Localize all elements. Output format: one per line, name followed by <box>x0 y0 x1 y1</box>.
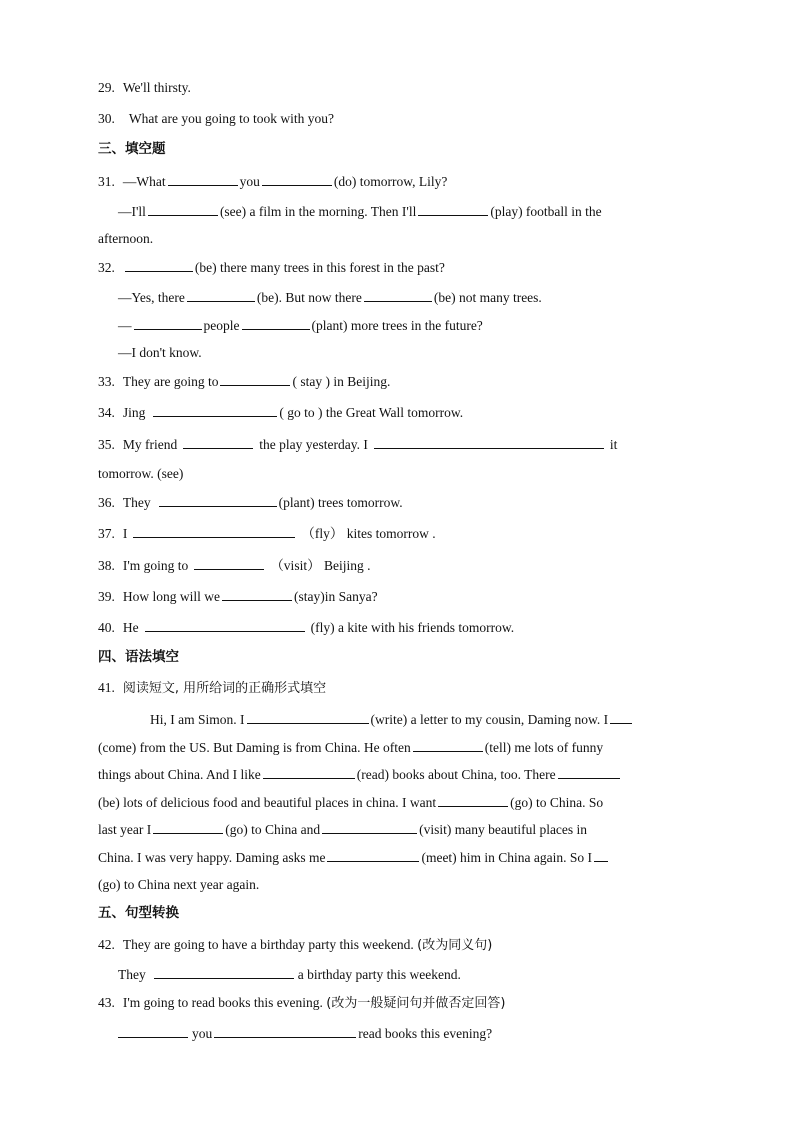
question-text: a birthday party this weekend. <box>297 967 461 982</box>
answer-blank[interactable] <box>263 765 355 779</box>
question-35 <box>98 435 617 454</box>
question-29 <box>98 79 191 97</box>
answer-blank[interactable] <box>194 556 264 570</box>
question-text: (plant) more trees in the future? <box>311 318 483 333</box>
passage-text: (be) lots of delicious food and beautiful places in china. I want <box>98 795 437 810</box>
answer-blank[interactable] <box>247 710 369 724</box>
section-heading-grammar: 四、语法填空 <box>98 649 179 665</box>
passage-text: China. I was very happy. Daming asks me <box>98 850 326 865</box>
passage-line-7: (go) to China next year again. <box>98 877 260 892</box>
answer-blank[interactable] <box>125 258 193 272</box>
question-text: (fly) a kite with his friends tomorrow. <box>310 620 515 635</box>
answer-blank[interactable] <box>133 524 295 538</box>
question-43-line-2 <box>118 1024 492 1043</box>
answer-blank[interactable] <box>418 202 488 216</box>
passage-line-4 <box>98 793 603 812</box>
question-text: ( stay ) in Beijing. <box>292 374 391 389</box>
answer-blank[interactable] <box>118 1024 188 1038</box>
question-number: 43. <box>98 995 115 1010</box>
passage-line-6 <box>98 848 610 867</box>
answer-blank[interactable] <box>438 793 508 807</box>
question-number: 34. <box>98 405 115 420</box>
question-text: What are you going to took with you? <box>128 111 334 126</box>
question-text: They <box>118 967 146 982</box>
passage-text: (come) from the US. But Daming is from China. He often <box>98 740 411 755</box>
answer-blank[interactable] <box>187 288 255 302</box>
question-text: I'm going to read books this evening. <box>122 995 323 1010</box>
answer-blank[interactable] <box>214 1024 356 1038</box>
question-34 <box>98 403 463 422</box>
question-text: (stay)in Sanya? <box>294 589 378 604</box>
question-number: 31. <box>98 174 115 189</box>
question-number: 37. <box>98 526 115 541</box>
question-instruction: 阅读短文, 用所给词的正确形式填空 <box>122 681 327 696</box>
question-number: 29. <box>98 80 115 95</box>
question-31-line-3: afternoon. <box>98 231 154 246</box>
question-36 <box>98 493 403 512</box>
question-text: (play) football in the <box>490 204 602 219</box>
question-33 <box>98 372 390 391</box>
answer-blank[interactable] <box>558 765 620 779</box>
question-number: 36. <box>98 495 115 510</box>
question-instruction: (改为一般疑问句并做否定回答) <box>326 996 506 1011</box>
question-41 <box>98 679 326 698</box>
question-32-line-3 <box>118 316 483 335</box>
question-text: I <box>122 526 128 541</box>
question-number: 39. <box>98 589 115 604</box>
question-text: （fly） kites tomorrow . <box>301 526 436 541</box>
question-text: —What <box>122 174 166 189</box>
question-number: 42. <box>98 937 115 952</box>
question-37 <box>98 524 436 543</box>
passage-text: Hi, I am Simon. I <box>150 712 245 727</box>
passage-text: (read) books about China, too. There <box>356 767 556 782</box>
answer-blank[interactable] <box>364 288 432 302</box>
question-number: 38. <box>98 558 115 573</box>
question-text: —Yes, there <box>118 290 185 305</box>
question-number: 40. <box>98 620 115 635</box>
answer-blank[interactable] <box>413 738 483 752</box>
question-text: —I'll <box>118 204 146 219</box>
question-number: 41. <box>98 680 115 695</box>
question-text: Jing <box>122 405 146 420</box>
passage-line-2 <box>98 738 603 757</box>
question-text: （visit） Beijing . <box>270 558 371 573</box>
answer-blank[interactable] <box>262 172 332 186</box>
passage-text: (meet) him in China again. So I <box>421 850 593 865</box>
answer-blank[interactable] <box>159 493 277 507</box>
answer-blank[interactable] <box>154 965 294 979</box>
question-text: it <box>609 437 618 452</box>
question-38 <box>98 556 370 575</box>
question-text: I'm going to <box>122 558 189 573</box>
question-39 <box>98 587 378 606</box>
question-text: ( go to ) the Great Wall tomorrow. <box>279 405 464 420</box>
question-text: (be). But now there <box>256 290 362 305</box>
question-text: (be) not many trees. <box>433 290 542 305</box>
question-31 <box>98 172 447 191</box>
question-text: the play yesterday. I <box>259 437 368 452</box>
passage-text: (go) to China and <box>225 822 321 837</box>
question-text: (plant) trees tomorrow. <box>278 495 403 510</box>
question-text: (be) there many trees in this forest in the past? <box>194 260 445 275</box>
question-30 <box>98 110 334 128</box>
passage-text: (visit) many beautiful places in <box>419 822 588 837</box>
answer-blank[interactable] <box>168 172 238 186</box>
answer-blank[interactable] <box>153 820 223 834</box>
passage-line-3 <box>98 765 622 784</box>
question-32-line-4: —I don't know. <box>118 345 202 360</box>
answer-blank[interactable] <box>134 316 202 330</box>
question-text: (see) a film in the morning. Then I'll <box>219 204 417 219</box>
answer-blank[interactable] <box>148 202 218 216</box>
passage-text: (go) to China. So <box>510 795 604 810</box>
answer-blank[interactable] <box>222 587 292 601</box>
question-text: My friend <box>122 437 178 452</box>
section-heading-fill-in: 三、填空题 <box>98 141 166 157</box>
question-42 <box>98 936 492 955</box>
question-40 <box>98 618 514 637</box>
answer-blank[interactable] <box>322 820 417 834</box>
question-instruction: (改为同义句) <box>417 938 493 953</box>
passage-line-1 <box>150 710 634 729</box>
passage-text: (write) a letter to my cousin, Daming now. I <box>370 712 609 727</box>
answer-blank[interactable] <box>145 618 305 632</box>
question-32-line-2 <box>118 288 542 307</box>
answer-blank[interactable] <box>610 710 632 724</box>
question-42-line-2 <box>118 965 461 984</box>
question-32 <box>98 258 445 277</box>
question-text: you <box>192 1026 213 1041</box>
question-31-line-2 <box>118 202 602 221</box>
passage-text: last year I <box>98 822 152 837</box>
question-text: They <box>122 495 151 510</box>
question-number: 33. <box>98 374 115 389</box>
passage-line-5 <box>98 820 587 839</box>
answer-blank[interactable] <box>594 848 608 862</box>
question-text: — <box>118 318 132 333</box>
answer-blank[interactable] <box>183 435 253 449</box>
question-number: 30. <box>98 111 115 126</box>
question-text: people <box>203 318 240 333</box>
question-text: How long will we <box>122 589 220 604</box>
answer-blank[interactable] <box>220 372 290 386</box>
answer-blank[interactable] <box>153 403 277 417</box>
question-43 <box>98 994 505 1013</box>
answer-blank[interactable] <box>327 848 419 862</box>
question-text: We'll thirsty. <box>122 80 191 95</box>
question-text: He <box>122 620 139 635</box>
section-heading-sentence-transform: 五、句型转换 <box>98 905 179 921</box>
answer-blank[interactable] <box>242 316 310 330</box>
answer-blank[interactable] <box>374 435 604 449</box>
question-text: you <box>239 174 260 189</box>
question-text: read books this evening? <box>358 1026 493 1041</box>
question-35-line-2: tomorrow. (see) <box>98 466 184 481</box>
question-text: They are going to <box>122 374 219 389</box>
question-text: They are going to have a birthday party this weekend. <box>122 937 414 952</box>
passage-text: (tell) me lots of funny <box>484 740 604 755</box>
question-number: 35. <box>98 437 115 452</box>
question-text: (do) tomorrow, Lily? <box>333 174 448 189</box>
passage-text: things about China. And I like <box>98 767 261 782</box>
question-number: 32. <box>98 260 115 275</box>
